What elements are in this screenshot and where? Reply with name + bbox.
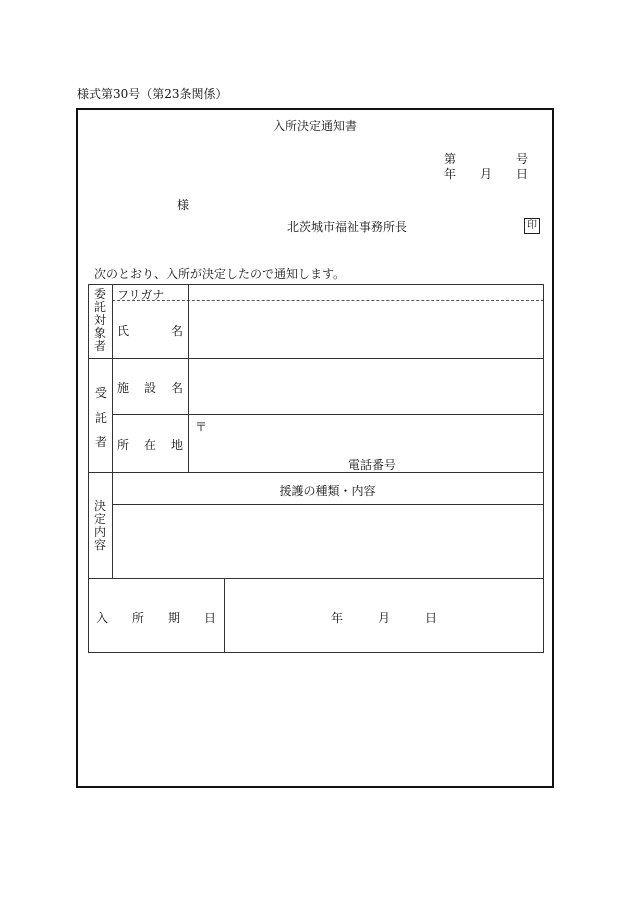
address-label: 所 在 地 — [117, 438, 183, 452]
phone-label: 電話番号 — [348, 458, 397, 472]
intro-text: 次のとおり、入所が決定したので通知します。 — [94, 267, 346, 281]
seal-mark: 印 — [524, 218, 540, 234]
addressee-suffix: 様 — [177, 198, 190, 212]
issuer-name: 北茨城市福祉事務所長 — [287, 220, 408, 234]
number-suffix: 号 — [516, 152, 529, 166]
date-month: 月 — [480, 167, 493, 181]
admission-label: 入 所 期 日 — [96, 611, 216, 625]
postal-mark: 〒 — [195, 420, 208, 434]
number-prefix: 第 — [444, 152, 457, 166]
subject-label: 委 託 対 象 者 — [93, 287, 106, 353]
facility-label: 施 設 名 — [117, 381, 183, 395]
furigana-label: フリガナ — [117, 288, 165, 302]
document-title: 入所決定通知書 — [272, 119, 357, 133]
admission-date: 年 月 日 — [331, 611, 437, 625]
contractor-label-2: 託 — [95, 411, 108, 425]
contractor-label-3: 者 — [95, 435, 108, 449]
decision-header: 援護の種類・内容 — [279, 484, 376, 498]
name-label: 氏 名 — [117, 324, 183, 338]
contractor-label-1: 受 — [95, 386, 108, 400]
decision-label: 決 定 内 容 — [93, 499, 106, 552]
form-number: 様式第30号（第23条関係） — [77, 87, 228, 101]
date-year: 年 — [444, 167, 457, 181]
date-day: 日 — [516, 167, 529, 181]
